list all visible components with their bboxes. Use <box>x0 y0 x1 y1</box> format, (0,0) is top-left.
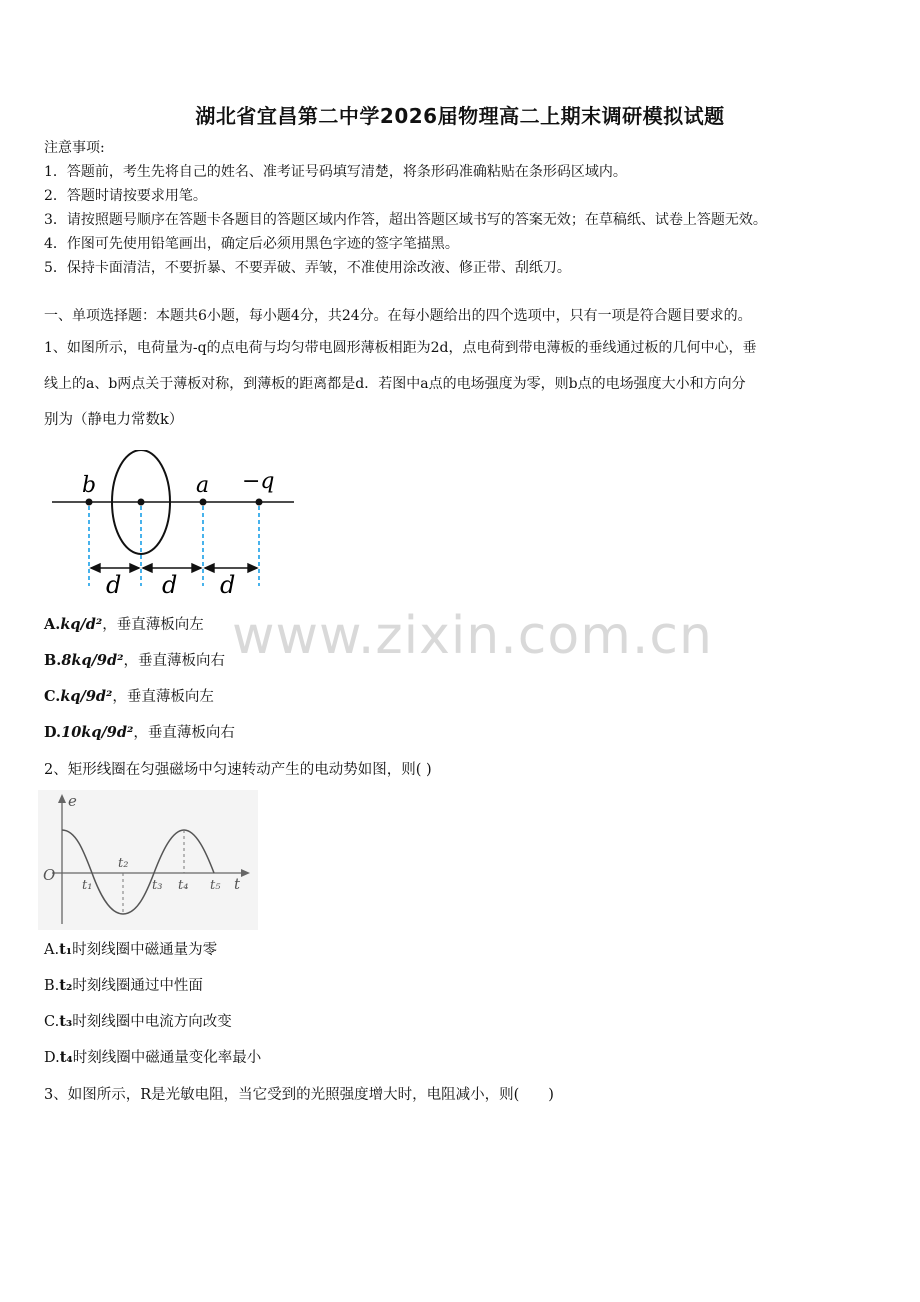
section-heading: 一、单项选择题：本题共6小题，每小题4分，共24分。在每小题给出的四个选项中，只有一项是符合题目要求的。 <box>44 308 752 324</box>
notice-heading: 注意事项: <box>44 140 105 156</box>
label-t: t <box>234 875 241 893</box>
label-b: b <box>82 473 97 498</box>
q2-figure <box>38 790 258 930</box>
page-title: 湖北省宜昌第二中学2026届物理高二上期末调研模拟试题 <box>195 104 725 128</box>
label-q: −q <box>242 469 275 494</box>
label-d: d <box>162 571 178 599</box>
q1-stem-line3: 别为（静电力常数k） <box>44 412 184 428</box>
label-t5: t₅ <box>210 878 221 893</box>
label-a: a <box>196 473 210 498</box>
q2-stem: 2、矩形线圈在匀强磁场中匀速转动产生的电动势如图，则( ) <box>44 762 432 778</box>
q1-option-a: A.kq/d²，垂直薄板向左 <box>44 616 204 633</box>
q1-stem-line2: 线上的a、b两点关于薄板对称，到薄板的距离都是d．若图中a点的电场强度为零，则b点的电场强度大小和方向分 <box>44 376 746 392</box>
watermark: www.zixin.com.cn <box>232 606 713 666</box>
figure-background <box>38 790 258 930</box>
label-e: e <box>68 792 77 810</box>
notice-item: 4．作图可先使用铅笔画出，确定后必须用黑色字迹的签字笔描黑。 <box>44 236 459 252</box>
q2-option-b: B.t₂时刻线圈通过中性面 <box>44 977 203 994</box>
q2-option-c: C.t₃时刻线圈中电流方向改变 <box>44 1013 232 1030</box>
q1-option-b: B.8kq/9d²，垂直薄板向右 <box>44 652 225 669</box>
label-t4: t₄ <box>178 878 189 893</box>
notice-item: 2．答题时请按要求用笔。 <box>44 188 207 204</box>
label-d: d <box>220 571 236 599</box>
q1-stem-line1: 1、如图所示，电荷量为-q的点电荷与均匀带电圆形薄板相距为2d，点电荷到带电薄板的垂线通过板的几何中心，垂 <box>44 340 757 356</box>
label-t2: t₂ <box>118 856 129 871</box>
label-d: d <box>106 571 122 599</box>
notice-item: 3．请按照题号顺序在答题卡各题目的答题区域内作答，超出答题区域书写的答案无效；在草稿纸、试卷上答题无效。 <box>44 212 767 228</box>
q2-option-a: A.t₁时刻线圈中磁通量为零 <box>44 941 218 958</box>
label-origin: O <box>43 866 56 884</box>
label-t3: t₃ <box>152 878 163 893</box>
point-charge <box>256 499 263 506</box>
plate-center <box>138 499 145 506</box>
point-a <box>200 499 207 506</box>
q1-figure <box>52 450 302 600</box>
point-b <box>86 499 93 506</box>
q2-option-d: D.t₄时刻线圈中磁通量变化率最小 <box>44 1049 262 1066</box>
notice-item: 1．答题前，考生先将自己的姓名、准考证号码填写清楚，将条形码准确粘贴在条形码区域内。 <box>44 164 627 180</box>
q1-option-c: C.kq/9d²，垂直薄板向左 <box>44 688 214 705</box>
q3-stem: 3、如图所示，R是光敏电阻，当它受到的光照强度增大时，电阻减小，则( ) <box>44 1087 554 1103</box>
q1-option-d: D.10kq/9d²，垂直薄板向右 <box>44 724 235 741</box>
label-t1: t₁ <box>82 878 93 893</box>
notice-item: 5．保持卡面清洁，不要折暴、不要弄破、弄皱，不准使用涂改液、修正带、刮纸刀。 <box>44 260 571 276</box>
